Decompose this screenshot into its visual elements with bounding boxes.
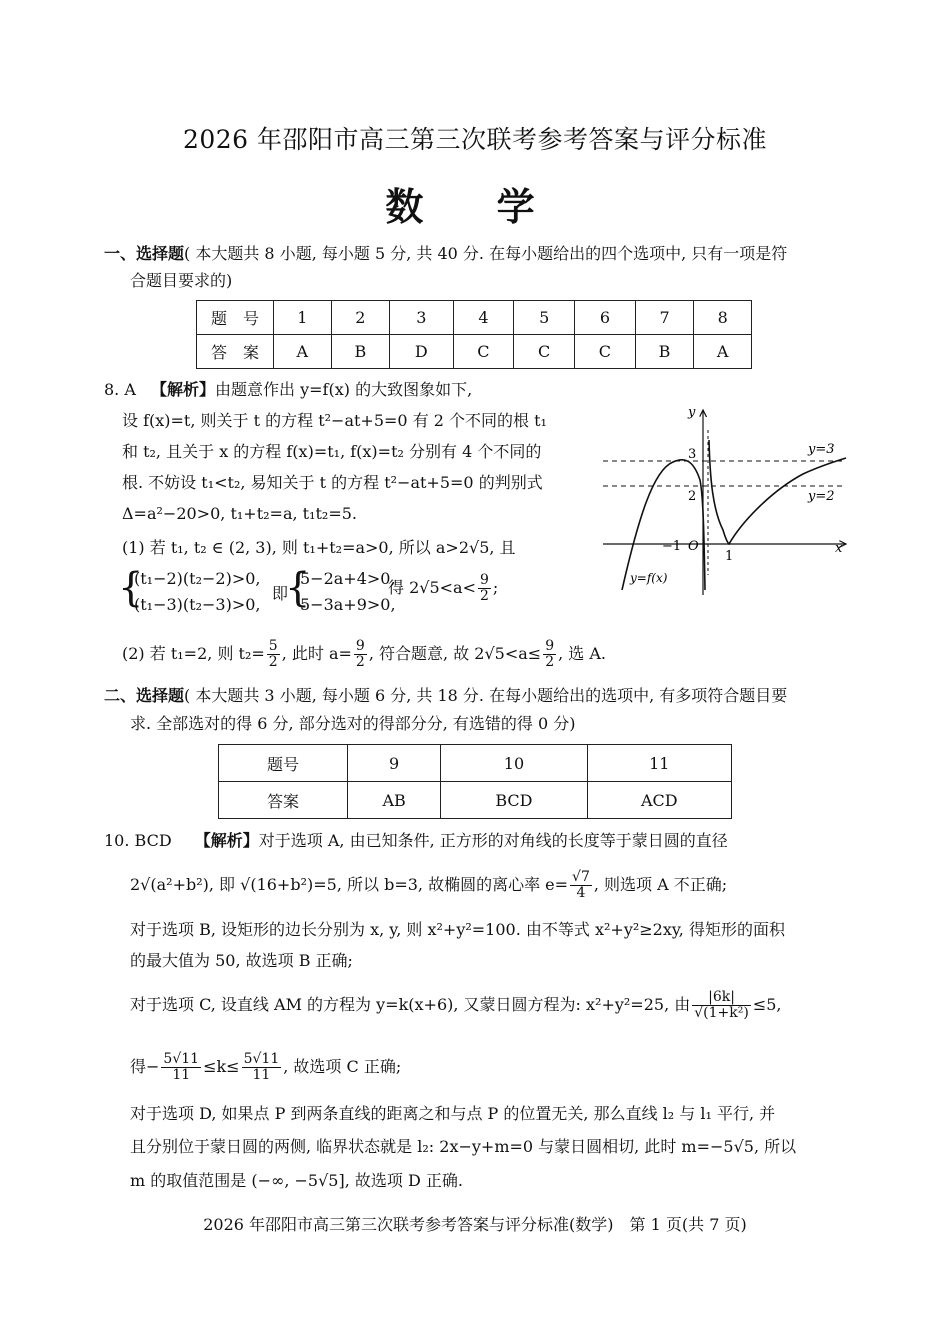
left-brace: { <box>118 565 144 611</box>
q10-l5-text: ≤5, <box>752 995 782 1014</box>
q8-number: 8. A <box>104 380 136 399</box>
table-row <box>219 782 732 819</box>
page-footer: 2026 年邵阳市高三第三次联考参考答案与评分标准(数学) 第 1 页(共 7 页) <box>203 1215 747 1234</box>
subject-heading: 数 学 <box>385 184 565 229</box>
table-header-cell: 答 案 <box>197 335 274 369</box>
q8-line-2: 设 f(x)=t, 则关于 t 的方程 t²−at+5=0 有 2 个不同的根 t₁ <box>122 411 547 430</box>
table-cell: 1 <box>274 301 332 335</box>
q8-l8-text: , 符合题意, 故 2√5<a≤ <box>368 644 542 663</box>
table-cell: A <box>274 335 332 369</box>
q10-l6-text: , 故选项 C 正确; <box>283 1057 402 1076</box>
table-cell: B <box>635 335 694 369</box>
section2-desc-2: 求. 全部选对的得 6 分, 部分选对的得部分分, 有选错的得 0 分) <box>130 714 576 733</box>
q10-line-5 <box>130 990 782 1021</box>
denominator: √(1+k²) <box>694 1005 749 1021</box>
q10-line-6 <box>130 1052 401 1083</box>
numerator: |6k| <box>692 990 751 1006</box>
system-a-line-1: (t₁−2)(t₂−2)>0, <box>134 569 261 588</box>
fraction <box>354 639 367 670</box>
table-cell: 8 <box>694 301 752 335</box>
system-result <box>388 573 498 604</box>
numerator: √7 <box>572 869 590 885</box>
numerator: 5√11 <box>243 1051 280 1067</box>
denominator: 11 <box>252 1067 271 1083</box>
table-cell: BCD <box>441 782 587 819</box>
q10-line-3: 对于选项 B, 设矩形的边长分别为 x, y, 则 x²+y²=100. 由不等式 x²+y²≥2xy, 得矩形的面积 <box>130 920 785 939</box>
q10-line-1 <box>104 830 728 852</box>
system-result-text: 得 2√5<a< <box>388 578 476 597</box>
table-cell: AB <box>348 782 441 819</box>
denominator: 11 <box>172 1067 191 1083</box>
table-cell: 3 <box>390 301 453 335</box>
numerator: 9 <box>355 638 365 654</box>
answer-table-2 <box>218 744 732 819</box>
q8-tag: 【解析】 <box>151 380 216 399</box>
system-b-line-1: 5−2a+4>0, <box>300 569 396 588</box>
answer-table-1 <box>196 300 752 369</box>
table-cell: D <box>390 335 453 369</box>
q10-line-4: 的最大值为 50, 故选项 B 正确; <box>130 951 353 970</box>
tick-origin: O <box>688 539 699 554</box>
numerator: 5√11 <box>163 1051 200 1067</box>
q8-l8-text: , 此时 a= <box>281 644 352 663</box>
fraction <box>692 990 751 1021</box>
q8-line-8 <box>122 639 606 670</box>
system-result-end: ; <box>492 578 499 597</box>
table-cell: 11 <box>587 745 731 782</box>
table-cell: 2 <box>331 301 390 335</box>
q8-l8-text: (2) 若 t₁=2, 则 t₂= <box>122 644 265 663</box>
denominator: 2 <box>480 588 489 604</box>
numerator: 5 <box>268 638 278 654</box>
tick-2: 2 <box>688 489 697 504</box>
section1-desc-2: 合题目要求的) <box>130 271 233 290</box>
left-brace: { <box>285 565 311 611</box>
table-header-cell: 答案 <box>219 782 348 819</box>
table-cell: A <box>694 335 752 369</box>
q10-tag: 【解析】 <box>194 831 259 850</box>
table-header-cell: 题号 <box>219 745 348 782</box>
tick-minus1: −1 <box>662 539 682 554</box>
fraction <box>161 1052 201 1083</box>
q10-l2-text: , 则选项 A 不正确; <box>593 875 728 894</box>
section1-desc: ( 本大题共 8 小题, 每小题 5 分, 共 40 分. 在每小题给出的四个选项中, 只有一项是符 <box>184 244 788 263</box>
table-cell: 6 <box>575 301 636 335</box>
table-cell: C <box>575 335 636 369</box>
q8-text: 由题意作出 y=f(x) 的大致图象如下, <box>215 380 473 399</box>
fraction <box>570 870 592 901</box>
section2-title: 二、选择题 <box>104 686 185 705</box>
fraction <box>267 639 280 670</box>
page-title: 2026 年邵阳市高三第三次联考参考答案与评分标准 <box>182 125 768 154</box>
q10-l2-text: 2√(a²+b²), 即 √(16+b²)=5, 所以 b=3, 故椭圆的离心率 e= <box>130 875 569 894</box>
table-cell: 4 <box>453 301 514 335</box>
numerator: 9 <box>480 572 489 588</box>
table-cell: 10 <box>441 745 587 782</box>
fraction <box>543 639 556 670</box>
table-cell: B <box>331 335 390 369</box>
x-axis-label: x <box>835 541 843 556</box>
numerator: 9 <box>545 638 555 654</box>
q10-l5-text: 对于选项 C, 设直线 AM 的方程为 y=k(x+6), 又蒙日圆方程为: x²+y²=25, 由 <box>130 995 691 1014</box>
fraction <box>478 573 491 604</box>
table-header-cell: 题 号 <box>197 301 274 335</box>
q10-l6-text: 得− <box>130 1057 160 1076</box>
function-graph <box>598 400 858 600</box>
label-y3: y=3 <box>808 442 835 457</box>
table-cell: 9 <box>348 745 441 782</box>
section1-title: 一、选择题 <box>104 244 185 263</box>
system-ji: 即 <box>272 584 289 603</box>
table-cell: 5 <box>514 301 575 335</box>
denominator: 2 <box>545 654 555 670</box>
q8-l8-text: , 选 A. <box>558 644 607 663</box>
q10-number: 10. BCD <box>104 831 172 850</box>
q10-line-9: m 的取值范围是 (−∞, −5√5], 故选项 D 正确. <box>130 1171 463 1190</box>
system-b-line-2: 5−3a+9>0, <box>300 595 396 614</box>
q8-line-5: Δ=a²−20>0, t₁+t₂=a, t₁t₂=5. <box>122 504 358 523</box>
q10-text: 对于选项 A, 由已知条件, 正方形的对角线的长度等于蒙日圆的直径 <box>258 831 728 850</box>
section2-header <box>104 685 787 707</box>
table-cell: C <box>453 335 514 369</box>
q10-line-7: 对于选项 D, 如果点 P 到两条直线的距离之和与点 P 的位置无关, 那么直线 l₂ 与 l₁ 平行, 并 <box>130 1104 776 1123</box>
label-y2: y=2 <box>808 489 835 504</box>
table-row <box>197 335 752 369</box>
q10-l6-text: ≤k≤ <box>203 1057 240 1076</box>
table-row <box>197 301 752 335</box>
q10-line-8: 且分别位于蒙日圆的两侧, 临界状态就是 l₂: 2x−y+m=0 与蒙日圆相切, 此时 m=−5√5, 所以 <box>130 1137 797 1156</box>
section1-header <box>104 243 787 265</box>
q8-line-4: 根. 不妨设 t₁<t₂, 易知关于 t 的方程 t²−at+5=0 的判别式 <box>122 473 543 492</box>
tick-1: 1 <box>725 549 734 564</box>
denominator: 2 <box>268 654 278 670</box>
fraction <box>242 1052 282 1083</box>
table-cell: 7 <box>635 301 694 335</box>
curve-label: y=f(x) <box>630 571 668 585</box>
tick-3: 3 <box>688 447 697 462</box>
table-cell: ACD <box>587 782 731 819</box>
table-cell: C <box>514 335 575 369</box>
table-row <box>219 745 732 782</box>
q10-line-2 <box>130 870 727 901</box>
q8-line-6: (1) 若 t₁, t₂ ∈ (2, 3), 则 t₁+t₂=a>0, 所以 a>2√5, 且 <box>122 538 516 557</box>
section2-desc: ( 本大题共 3 小题, 每小题 6 分, 共 18 分. 在每小题给出的选项中, 有多项符合题目要 <box>184 686 788 705</box>
denominator: 4 <box>576 885 586 901</box>
denominator: 2 <box>355 654 365 670</box>
q8-line-1 <box>104 379 472 401</box>
y-axis-label: y <box>688 405 696 420</box>
q8-line-3: 和 t₂, 且关于 x 的方程 f(x)=t₁, f(x)=t₂ 分别有 4 个不同的 <box>122 442 542 461</box>
system-a-line-2: (t₁−3)(t₂−3)>0, <box>134 595 261 614</box>
